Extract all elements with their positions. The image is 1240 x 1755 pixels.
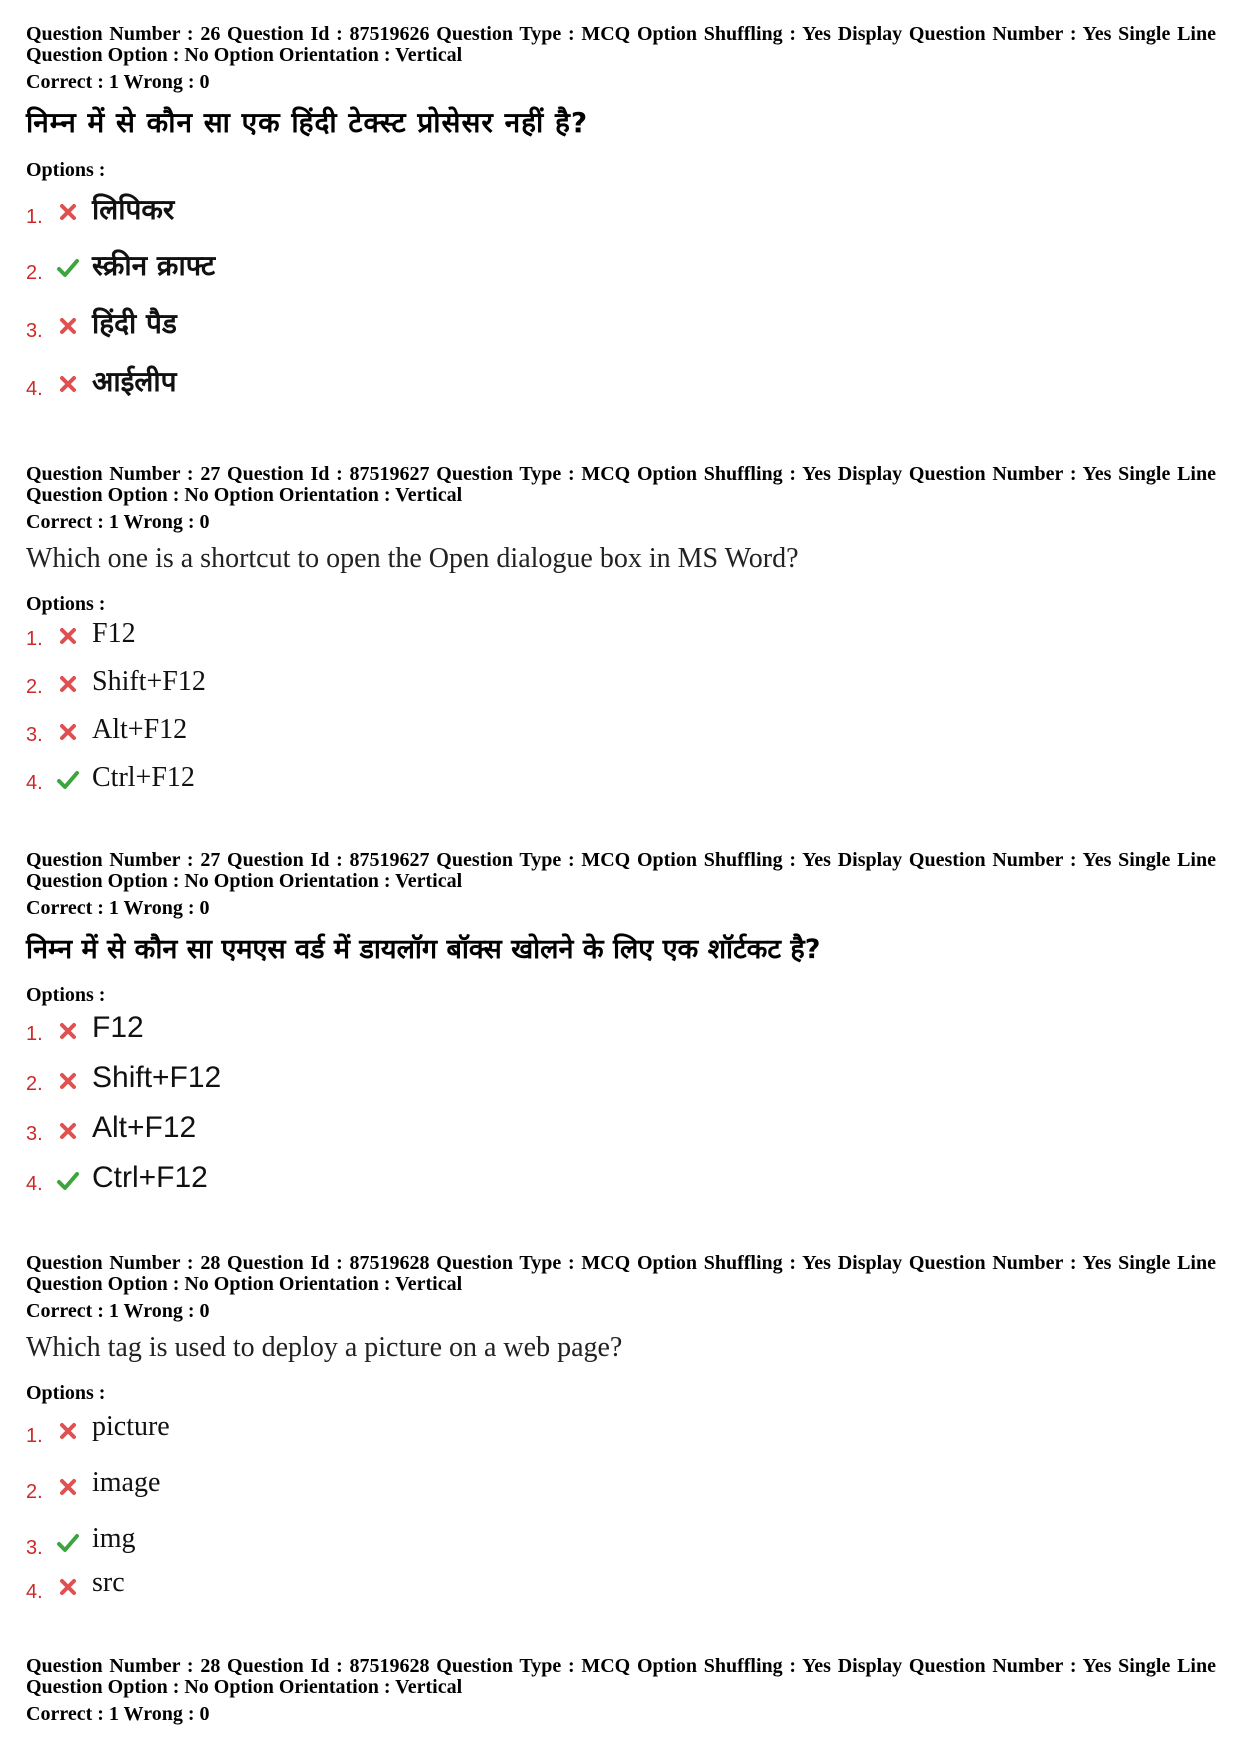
question-block-28-en: [26, 1253, 1216, 1605]
cross-icon: [56, 1419, 80, 1443]
cross-icon: [56, 200, 80, 224]
options-label: Options :: [26, 1382, 106, 1404]
option-text: Shift+F12: [92, 666, 206, 697]
cross-icon: [56, 672, 80, 696]
cross-icon: [56, 314, 80, 338]
option-number: 1.: [26, 628, 43, 650]
option-number: 2.: [26, 1481, 43, 1503]
option-text: हिंदी पैड: [92, 307, 177, 340]
option-number: 3.: [26, 1123, 43, 1145]
options-label: Options :: [26, 593, 106, 615]
option-text: image: [92, 1467, 161, 1498]
question-score: Correct : 1 Wrong : 0: [26, 71, 210, 93]
options-list: [26, 1007, 1216, 1207]
question-text: निम्न में से कौन सा एमएस वर्ड में डायलॉग बॉक्स खोलने के लिए एक शॉर्टकट है?: [26, 934, 821, 965]
question-meta: Question Number : 28 Question Id : 87519628 Question Type : MCQ Option Shuffling : Yes Display Question Number : Yes Single Line Question Option : No Option Orientation : Vertical: [26, 1252, 1216, 1295]
question-meta: Question Number : 27 Question Id : 87519627 Question Type : MCQ Option Shuffling : Yes Display Question Number : Yes Single Line Question Option : No Option Orientation : Vertical: [26, 849, 1216, 892]
option-number: 4.: [26, 772, 43, 794]
question-block-28-hi: [26, 1656, 1216, 1725]
question-meta: Question Number : 28 Question Id : 87519628 Question Type : MCQ Option Shuffling : Yes Display Question Number : Yes Single Line Question Option : No Option Orientation : Vertical: [26, 1655, 1216, 1698]
option-number: 2.: [26, 676, 43, 698]
options-list: [26, 1405, 1216, 1605]
question-meta: Question Number : 27 Question Id : 87519627 Question Type : MCQ Option Shuffling : Yes Display Question Number : Yes Single Line Question Option : No Option Orientation : Vertical: [26, 463, 1216, 506]
question-score: Correct : 1 Wrong : 0: [26, 511, 210, 533]
option-text: F12: [92, 1011, 144, 1044]
cross-icon: [56, 720, 80, 744]
question-block-27-en: [26, 464, 1216, 806]
question-text: Which one is a shortcut to open the Open dialogue box in MS Word?: [26, 543, 799, 574]
question-block-26: [26, 24, 1216, 402]
options-list: [26, 182, 1216, 402]
option-text: picture: [92, 1411, 170, 1442]
option-number: 4.: [26, 1173, 43, 1195]
option-text: Ctrl+F12: [92, 1161, 208, 1194]
option-text: स्क्रीन क्राफ्ट: [92, 249, 216, 282]
question-score: Correct : 1 Wrong : 0: [26, 1300, 210, 1322]
question-score: Correct : 1 Wrong : 0: [26, 897, 210, 919]
question-score: Correct : 1 Wrong : 0: [26, 1703, 210, 1725]
options-label: Options :: [26, 159, 106, 181]
option-number: 2.: [26, 262, 43, 284]
option-number: 3.: [26, 1537, 43, 1559]
option-number: 3.: [26, 724, 43, 746]
option-number: 2.: [26, 1073, 43, 1095]
cross-icon: [56, 624, 80, 648]
cross-icon: [56, 1475, 80, 1499]
option-number: 3.: [26, 320, 43, 342]
option-text: Alt+F12: [92, 1111, 197, 1144]
option-number: 4.: [26, 1581, 43, 1603]
question-text: Which tag is used to deploy a picture on a web page?: [26, 1332, 623, 1363]
cross-icon: [56, 1069, 80, 1093]
question-text: निम्न में से कौन सा एक हिंदी टेक्स्ट प्रोसेसर नहीं है?: [26, 106, 589, 139]
option-number: 1.: [26, 206, 43, 228]
option-number: 1.: [26, 1425, 43, 1447]
cross-icon: [56, 372, 80, 396]
option-text: Shift+F12: [92, 1061, 222, 1094]
option-text: लिपिकर: [92, 193, 175, 226]
cross-icon: [56, 1019, 80, 1043]
option-text: Alt+F12: [92, 714, 188, 745]
check-icon: [56, 768, 80, 792]
options-label: Options :: [26, 984, 106, 1006]
cross-icon: [56, 1119, 80, 1143]
check-icon: [56, 1531, 80, 1555]
question-block-27-hi: [26, 850, 1216, 1207]
options-list: [26, 616, 1216, 806]
check-icon: [56, 1169, 80, 1193]
option-number: 1.: [26, 1023, 43, 1045]
option-number: 4.: [26, 378, 43, 400]
option-text: F12: [92, 618, 136, 649]
option-text: Ctrl+F12: [92, 762, 195, 793]
cross-icon: [56, 1575, 80, 1599]
option-text: आईलीप: [92, 365, 177, 398]
check-icon: [56, 256, 80, 280]
option-text: img: [92, 1523, 136, 1554]
question-meta: Question Number : 26 Question Id : 87519626 Question Type : MCQ Option Shuffling : Yes Display Question Number : Yes Single Line Question Option : No Option Orientation : Vertical: [26, 23, 1216, 66]
option-text: src: [92, 1567, 125, 1598]
